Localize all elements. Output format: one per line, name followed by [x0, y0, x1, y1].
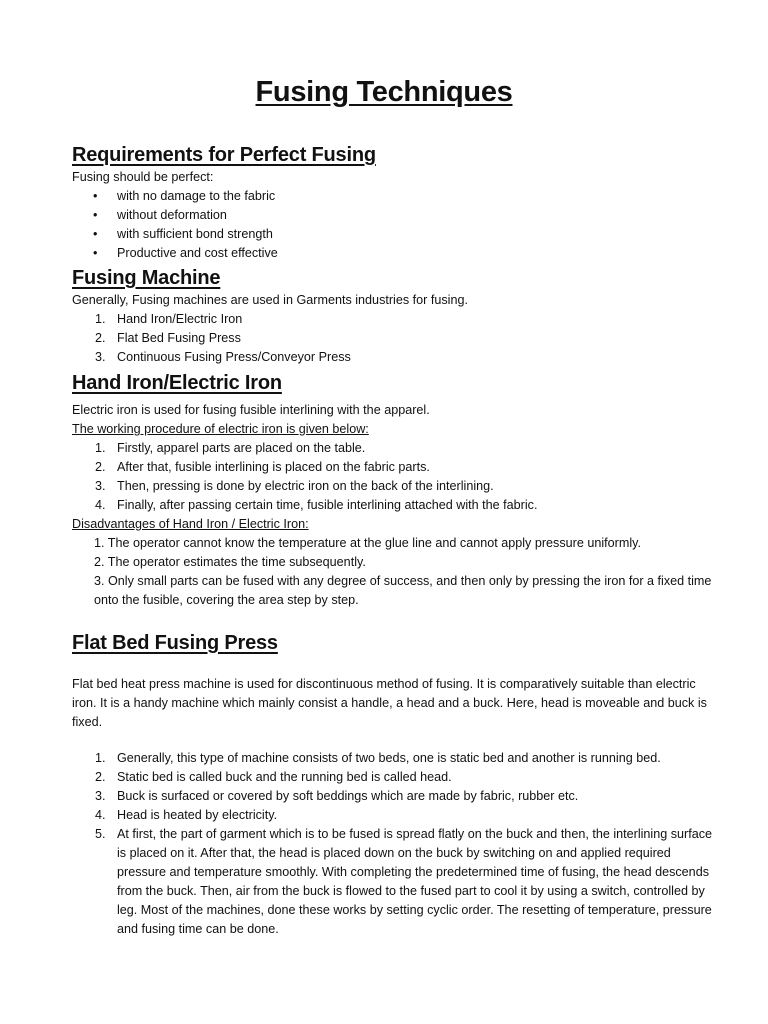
fusing-machine-list — [72, 310, 720, 367]
flat-bed-section — [72, 630, 720, 656]
flat-bed-body — [72, 675, 720, 732]
flat-bed-intro: Flat bed heat press machine is used for discontinuous method of fusing. It is comparatively suitable than electric iron. It is a handy machine which mainly consist a handle, a head and a buck. Here, head is moveable and buck is fixed. — [72, 677, 707, 729]
list-item: 2. Flat Bed Fusing Press — [95, 331, 241, 345]
requirements-section — [72, 142, 720, 263]
flat-bed-list — [72, 749, 720, 939]
document-title: Fusing Techniques — [255, 76, 513, 108]
hand-iron-section — [72, 370, 720, 610]
bullet-icon: • — [93, 208, 98, 222]
fusing-machine-section — [72, 265, 720, 367]
fusing-machine-intro: Generally, Fusing machines are used in Garments industries for fusing. — [72, 293, 468, 307]
list-item: 5. At first, the part of garment which is to be fused is spread flatly on the buck and then, the interlining surface is placed on it. After that, the head is placed down on the buck by switching on and applied required pressure and temperature smoothly. With completing the predetermined time of fusing, the head descends from the buck. Then, air from the buck is flowed to the fused part to cool it by using a switch, controlled by leg. Most of the machines, done these works by setting cyclic order. The resetting of temperature, pressure and fusing time can be done. — [95, 827, 713, 936]
hand-iron-intro: Electric iron is used for fusing fusible interlining with the apparel. — [72, 403, 430, 417]
list-item: 2. After that, fusible interlining is placed on the fabric parts. — [95, 460, 430, 474]
fusing-machine-heading: Fusing Machine — [72, 267, 221, 289]
list-item: • without deformation — [72, 206, 720, 225]
procedure-list — [72, 439, 720, 515]
list-item: 2. The operator estimates the time subsequently. — [94, 555, 366, 569]
hand-iron-heading: Hand Iron/Electric Iron — [72, 372, 282, 394]
list-item: 1. Hand Iron/Electric Iron — [95, 312, 243, 326]
list-item: 1. Firstly, apparel parts are placed on the table. — [95, 441, 366, 455]
bullet-icon: • — [93, 246, 98, 260]
list-item: 3. Then, pressing is done by electric iron on the back of the interlining. — [95, 479, 494, 493]
requirements-intro: Fusing should be perfect: — [72, 170, 214, 184]
flat-bed-heading: Flat Bed Fusing Press — [72, 632, 278, 654]
list-item: 3. Buck is surfaced or covered by soft beddings which are made by fabric, rubber etc. — [95, 789, 579, 803]
disadvantages-label: Disadvantages of Hand Iron / Electric Iron: — [72, 517, 309, 531]
requirements-heading: Requirements for Perfect Fusing — [72, 144, 376, 166]
list-item: 4. Head is heated by electricity. — [95, 808, 278, 822]
procedure-label: The working procedure of electric iron is given below: — [72, 422, 369, 436]
list-item: 1. Generally, this type of machine consists of two beds, one is static bed and another is running bed. — [95, 751, 661, 765]
list-item: 3. Continuous Fusing Press/Conveyor Press — [95, 350, 351, 364]
list-item: 2. Static bed is called buck and the running bed is called head. — [95, 770, 452, 784]
flat-bed-list-wrap — [72, 749, 720, 939]
bullet-icon: • — [93, 227, 98, 241]
list-item: • with no damage to the fabric — [72, 187, 720, 206]
list-item: • with sufficient bond strength — [72, 225, 720, 244]
list-item: • Productive and cost effective — [72, 244, 720, 263]
list-item: 1. The operator cannot know the temperature at the glue line and cannot apply pressure uniformly. — [94, 536, 641, 550]
disadvantages-list — [72, 534, 720, 610]
requirements-list — [72, 187, 720, 263]
list-item: 4. Finally, after passing certain time, fusible interlining attached with the fabric. — [95, 498, 538, 512]
list-item: 3. Only small parts can be fused with any degree of success, and then only by pressing the iron for a fixed time onto the fusible, covering the area step by step. — [94, 574, 712, 607]
bullet-icon: • — [93, 189, 98, 203]
